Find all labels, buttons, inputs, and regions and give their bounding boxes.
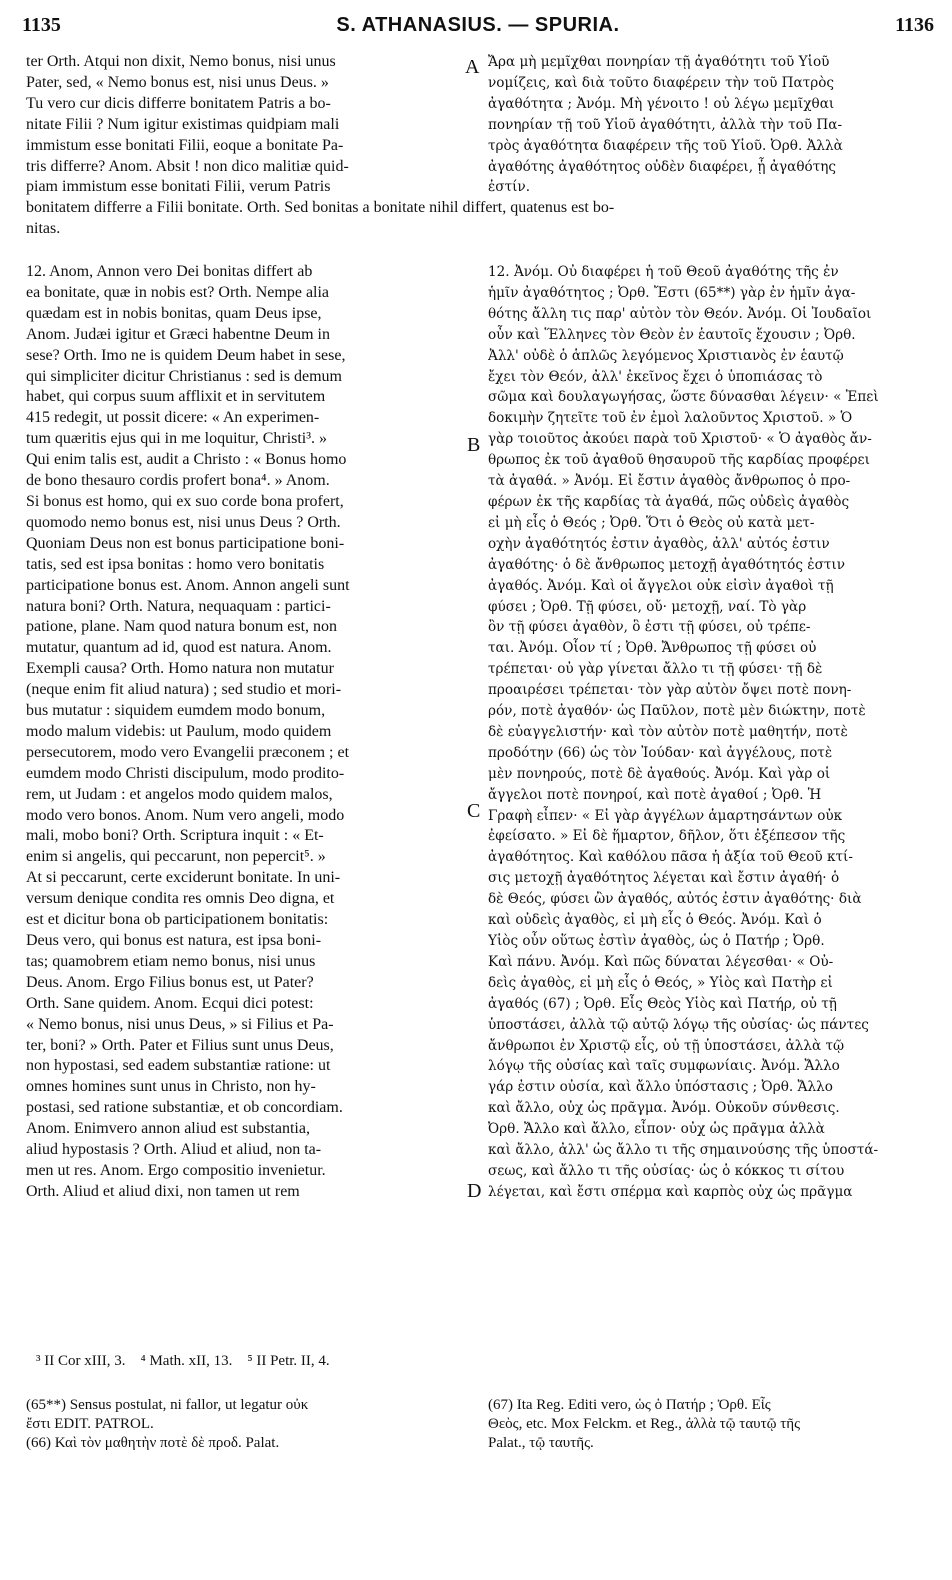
text-line: ἡμῖν ἀγαθότητος ; Ὀρθ. Ἔστι (65**) γὰρ ἐν ἡμῖν ἀγα- — [488, 284, 856, 301]
text-line: γάρ ἐστιν οὐσία, καὶ ἄλλο ὑπόστασις ; Ὀρθ. Ἄλλο — [488, 1079, 833, 1096]
running-title: S. ATHANASIUS. — SPURIA. — [336, 14, 620, 36]
text-line: omnes homines sunt unus in Christo, non hy- — [26, 1078, 316, 1096]
text-line: εἰ μὴ εἷς ὁ Θεός ; Ὀρθ. Ὅτι ὁ Θεὸς οὐ κατὰ μετ- — [488, 514, 815, 531]
greek-column — [488, 262, 928, 1203]
text-line: Pater, sed, « Nemo bonus est, nisi unus Deus. » — [26, 73, 329, 91]
margin-marker-a: A — [465, 56, 480, 78]
footnotes-left — [26, 1396, 466, 1453]
text-line: οχὴν ἀγαθότητός ἐστιν ἀγαθὸς, ἀλλ' αὐτός ἐστιν — [488, 535, 830, 552]
full-width-text — [26, 198, 928, 240]
text-line: quomodo nemo bonus est, nisi unus Deus ? Orth. — [26, 513, 341, 531]
text-line: θρωπος ἐκ τοῦ ἀγαθοῦ θησαυροῦ τῆς καρδίας προφέρει — [488, 452, 870, 469]
scripture-references: ³ II Cor xIII, 3. ⁴ Math. xII, 13. ⁵ II Petr. II, 4. — [36, 1353, 330, 1369]
text-line: tatis, sed est ipsa bonitas : homo vero bonitatis — [26, 555, 325, 573]
page-header — [22, 14, 934, 42]
text-line: modo malum videbis: ut Paulum, modo quidem — [26, 722, 332, 740]
text-line: Palat., τῷ ταυτῆς. — [488, 1435, 594, 1451]
top-latin-column — [26, 52, 460, 198]
text-line: γὰρ τοιοῦτος ἀκούει παρὰ τοῦ Χριστοῦ· « Ὁ ἀγαθὸς ἄν- — [488, 431, 872, 448]
text-line: modo vero bonos. Anom. Num vero angeli, modo — [26, 806, 345, 824]
text-line: Quoniam Deus non est bonus participatione boni- — [26, 534, 345, 552]
text-line: natura boni? Orth. Natura, nequaquam : partici- — [26, 597, 331, 615]
margin-marker-b: B — [467, 434, 481, 456]
text-line: habet, qui corpus suum afflixit et in servitutem — [26, 388, 326, 406]
text-line: mali, mobo boni? Orth. Scriptura inquit : « Et- — [26, 827, 324, 845]
text-line: Ὀρθ. Ἄλλο καὶ ἄλλο, εἶπον· οὐχ ὡς πρᾶγμα ἀλλὰ — [488, 1121, 825, 1138]
text-line: καὶ ἄλλο, ἀλλ' ὡς ἄλλο τι τῆς σημαινούσης τῆς ὑποστά- — [488, 1142, 879, 1159]
text-line: θότης ἄλλη τις παρ' αὐτὸν τὸν Θεόν. Ἀνόμ. Οἱ Ἰουδαῖοι — [488, 305, 872, 322]
text-line: ἀγαθός (67) ; Ὀρθ. Εἷς Θεὸς Υἱὸς καὶ Πατήρ, οὐ τῇ — [488, 995, 837, 1012]
text-line: enim si angelis, qui peccarunt, non pepercit⁵. » — [26, 848, 326, 866]
text-line: δὲ εὐαγγελιστήν· καὶ τὸν αὐτὸν ποτὲ μαθητήν, ποτὲ — [488, 723, 848, 740]
text-line: δὲ Θεός, φύσει ὢν ἀγαθός, αὐτός ἐστιν ἀγαθότης· διὰ — [488, 891, 862, 908]
text-line: δεὶς ἀγαθὸς, εἰ μὴ εἷς ὁ Θεός, » Υἱὸς καὶ Πατὴρ εἰ — [488, 974, 833, 991]
margin-marker-c: C — [467, 800, 481, 822]
text-line: ται. Ἀνόμ. Οἷον τί ; Ὀρθ. Ἄνθρωπος τῇ φύσει οὐ — [488, 640, 817, 657]
text-line: ὂν τῇ φύσει ἀγαθὸν, ὃ ἐστι τῇ φύσει, οὐ τρέπε- — [488, 619, 811, 636]
left-page-number: 1135 — [22, 14, 61, 36]
text-line: ἄγγελοι ποτὲ πονηροί, καὶ ποτὲ ἀγαθοί ; Ὀρθ. Ἡ — [488, 786, 822, 803]
text-line: 415 redegit, ut possit dicere: « An experimen- — [26, 409, 320, 427]
text-line: nitate Filii ? Num igitur existimas quidpiam mali — [26, 115, 340, 133]
text-line: tum quæritis ejus qui in me loquitur, Christi³. » — [26, 430, 328, 448]
text-line: Tu vero cur dicis differre bonitatem Patris a bo- — [26, 94, 331, 112]
text-line: οὖν καὶ Ἕλληνες τὸν Θεὸν ἐν ἑαυτοῖς ἔχουσιν ; Ὀρθ. — [488, 326, 856, 343]
text-line: φέρων ἐκ τῆς καρδίας τὰ ἀγαθά, πῶς οὐδεὶς ἀγαθὸς — [488, 493, 850, 510]
text-line: λόγῳ τῆς οὐσίας καὶ ταῖς συμφωνίαις. Ἀνόμ. Ἄλλο — [488, 1058, 840, 1075]
text-line: Si bonus est homo, qui ex suo corde bona profert, — [26, 492, 344, 510]
text-line: At si peccarunt, certe exciderunt bonitate. In uni- — [26, 869, 341, 887]
text-line: ἔστι EDIT. PATROL. — [26, 1416, 154, 1432]
text-line: ter, boni? » Orth. Pater et Filius sunt unus Deus, — [26, 1036, 334, 1054]
text-line: καὶ οὐδεὶς ἀγαθὸς, εἰ μὴ εἷς ὁ Θεός. Ἀνόμ. Καὶ ὁ — [488, 912, 822, 929]
margin-marker-d: D — [467, 1180, 482, 1202]
text-line: versum denique condita res omnis Deo digna, et — [26, 890, 335, 908]
text-line: est et dicitur bona ob participationem bonitatis: — [26, 911, 329, 929]
text-line: Υἱὸς οὖν οὕτως ἐστὶν ἀγαθὸς, ὡς ὁ Πατήρ ; Ὀρθ. — [488, 933, 825, 949]
text-line: sese? Orth. Imo ne is quidem Deum habet in sese, — [26, 346, 346, 364]
text-line: σις μετοχῇ ἀγαθότητος λέγεται καὶ ἔστιν ἀγαθή· ὁ — [488, 870, 840, 887]
text-line: 12. Ἀνόμ. Οὐ διαφέρει ἡ τοῦ Θεοῦ ἀγαθότης τῆς ἐν — [488, 264, 839, 280]
text-line: καὶ ἄλλο, οὐχ ὡς πρᾶγμα. Ἀνόμ. Οὐκοῦν σύνθεσις. — [488, 1100, 840, 1117]
text-line: φύσει ; Ὀρθ. Τῇ φύσει, οὔ· μετοχῇ, ναί. Τὸ γὰρ — [488, 598, 807, 615]
text-line: eumdem modo Christi discipulum, modo prodito- — [26, 764, 345, 782]
text-line: προαιρέσει τρέπεται· τὸν γὰρ αὐτὸν ὄψει ποτὲ πονη- — [488, 682, 852, 699]
text-line: Anom. Judæi igitur et Græci habentne Deum in — [26, 325, 330, 343]
text-line: προδότην (66) ὡς τὸν Ἰούδαν· καὶ ἀγγέλους, ποτὲ — [488, 744, 833, 761]
text-line: πονηρίαν τῇ τοῦ Υἱοῦ ἀγαθότητι, ἀλλὰ τὴν τοῦ Πα- — [488, 116, 843, 133]
text-line: ἀγαθός. Ἀνόμ. Καὶ οἱ ἄγγελοι οὐκ εἰσὶν ἀγαθοὶ τῇ — [488, 577, 834, 594]
text-line: rem, ut Judam : et angelos modo quidem malos, — [26, 785, 333, 803]
text-line: δοκιμὴν ζητεῖτε τοῦ ἐν ἐμοὶ λαλοῦντος Χριστοῦ. » Ὁ — [488, 410, 853, 427]
text-line: Θεὸς, etc. Mox Felckm. et Reg., ἀλλὰ τῷ ταυτῷ τῆς — [488, 1416, 801, 1432]
text-line: ἐστίν. — [488, 179, 531, 196]
text-line: Ἄρα μὴ μεμῖχθαι πονηρίαν τῇ ἀγαθότητι τοῦ Υἱοῦ — [488, 54, 830, 70]
text-line: (65**) Sensus postulat, ni fallor, ut legatur οὐκ — [26, 1397, 309, 1413]
text-line: tris differre? Anom. Absit ! non dico malitiæ quid- — [26, 157, 349, 175]
text-line: μὲν πονηρούς, ποτὲ δὲ ἀγαθούς. Ἀνόμ. Καὶ γὰρ οἱ — [488, 765, 831, 782]
text-line: immistum esse bonitati Filii, eoque a bonitate Pa- — [26, 136, 344, 154]
text-line: (66) Καὶ τὸν μαθητὴν ποτὲ δὲ προδ. Palat. — [26, 1435, 280, 1451]
text-line: ἔχει τὸν Θεόν, ἀλλ' ἐκεῖνος ἔχει ὁ ὑποπιάσας τὸ — [488, 368, 823, 385]
text-line: patione, plane. Nam quod natura bonum est, non — [26, 618, 338, 636]
text-line: piam immistum esse bonitati Filii, verum Patris — [26, 178, 331, 196]
text-line: νομίζεις, καὶ διὰ τοῦτο διαφέρειν τὴν τοῦ Πατρὸς — [488, 74, 835, 91]
text-line: τρὸς ἀγαθότητα διαφέρειν τῆς τοῦ Υἱοῦ. Ὀρθ. Ἀλλὰ — [488, 137, 843, 154]
text-line: ἀγαθότης ἀγαθότητος οὐδὲν διαφέρει, ᾗ ἀγαθότης — [488, 158, 836, 175]
text-line: Anom. Enimvero annon aliud est substantia, — [26, 1120, 310, 1138]
text-line: ter Orth. Atqui non dixit, Nemo bonus, nisi unus — [26, 53, 336, 70]
text-line: non hypostasi, sed eadem substantiæ ratione: ut — [26, 1057, 331, 1075]
top-greek-column — [488, 52, 928, 198]
text-line: ἀγαθότης· ὁ δὲ ἄνθρωπος μετοχῇ ἀγαθότητός ἐστιν — [488, 556, 845, 573]
text-line: ea bonitate, quæ in nobis est? Orth. Nempe alia — [26, 283, 330, 301]
text-line: nitas. — [26, 219, 61, 237]
text-line: τὰ ἀγαθά. » Ἀνόμ. Εἰ ἔστιν ἀγαθὸς ἄνθρωπος ὁ προ- — [488, 473, 851, 490]
text-line: men ut res. Anom. Ergo compositio invenietur. — [26, 1161, 326, 1179]
text-line: Deus vero, qui bonus est natura, est ipsa boni- — [26, 932, 322, 949]
text-line: Γραφὴ εἶπεν· « Εἰ γὰρ ἀγγέλων ἁμαρτησάντων οὐκ — [488, 807, 843, 824]
text-line: τρέπεται· οὐ γὰρ γίνεται ἄλλο τι τῇ φύσει· τῇ δὲ — [488, 661, 823, 678]
text-line: ἀγαθότητα ; Ἀνόμ. Μὴ γένοιτο ! οὐ λέγω μεμῖχθαι — [488, 95, 835, 112]
text-line: ἄνθρωποι ἐν Χριστῷ εἷς, οὐ τῇ ὑποστάσει, ἀλλὰ τῷ — [488, 1037, 845, 1054]
text-line: tas; quamobrem etiam nemo bonus, nisi unus — [26, 952, 316, 970]
text-line: ἀγαθότητος. Καὶ καθόλου πᾶσα ἡ ἀξία τοῦ Θεοῦ κτί- — [488, 849, 853, 866]
text-line: ἐφείσατο. » Εἰ δὲ ἥμαρτον, δῆλον, ὅτι ἐξέπεσον τῆς — [488, 828, 846, 845]
text-line: postasi, sed ratione substantiæ, et ob concordiam. — [26, 1099, 343, 1117]
text-line: (67) Ita Reg. Editi vero, ὡς ὁ Πατήρ ; Ὀρθ. Εἷς — [488, 1397, 771, 1413]
text-line: σῶμα καὶ δουλαγωγήσας, ὥστε δύνασθαι λέγειν· « Ἐπεὶ — [488, 389, 879, 406]
text-line: Exempli causa? Orth. Homo natura non mutatur — [26, 660, 334, 678]
text-line: Καὶ πάνυ. Ἀνόμ. Καὶ πῶς δύναται λέγεσθαι· « Οὐ- — [488, 953, 834, 970]
text-line: 12. Anom, Annon vero Dei bonitas differt ab — [26, 263, 313, 280]
right-page-number: 1136 — [895, 14, 934, 36]
text-line: Qui enim talis est, audit a Christo : « Bonus homo — [26, 451, 347, 469]
text-line: λέγεται, καὶ ἔστι σπέρμα καὶ καρπὸς οὐχ ὡς πρᾶγμα — [488, 1183, 853, 1200]
text-line: participatione bonus est. Anom. Annon angeli sunt — [26, 576, 350, 594]
text-line: « Nemo bonus, nisi unus Deus, » si Filius et Pa- — [26, 1015, 334, 1033]
text-line: Ἀλλ' οὐδὲ ὁ ἁπλῶς λεγόμενος Χριστιανὸς ἐν ἑαυτῷ — [488, 347, 844, 364]
text-line: bonitatem differre a Filii bonitate. Orth. Sed bonitas a bonitate nihil differt, quatenus est bo- — [26, 199, 615, 216]
text-line: σεως, καὶ ἄλλο τι τῆς οὐσίας· ὡς ὁ κόκκος τι σίτου — [488, 1162, 845, 1179]
text-line: Orth. Sane quidem. Anom. Ecqui dici potest: — [26, 994, 314, 1012]
text-line: bus mutatur : siquidem eumdem modo bonum, — [26, 702, 326, 720]
text-line: qui simpliciter dicitur Christianus : sed is demum — [26, 367, 342, 385]
text-line: ρόν, ποτὲ ἀγαθόν· ὡς Παῦλον, ποτὲ μὲν διώκτην, ποτὲ — [488, 703, 866, 720]
text-line: quædam est in nobis bonitas, quam Deus ipse, — [26, 304, 322, 322]
latin-column — [26, 262, 460, 1203]
text-line: ὑποστάσει, ἀλλὰ τῷ αὐτῷ λόγῳ τῆς οὐσίας· ὡς πάντες — [488, 1016, 869, 1033]
text-line: Orth. Aliud et aliud dixi, non tamen ut rem — [26, 1182, 300, 1200]
text-line: Deus. Anom. Ergo Filius bonus est, ut Pater? — [26, 973, 314, 991]
text-line: de bono thesauro cordis profert bona⁴. » Anom. — [26, 472, 330, 490]
text-line: (neque enim fit aliud natura) ; sed studio et mori- — [26, 681, 342, 699]
footnotes-right — [488, 1396, 928, 1453]
text-line: mutatur, quantum ad id, quod est natura. Anom. — [26, 639, 332, 657]
text-line: persecutorem, modo vero Evangelii præconem ; et — [26, 743, 350, 761]
text-line: aliud hypostasis ? Orth. Aliud et aliud, non ta- — [26, 1141, 322, 1159]
